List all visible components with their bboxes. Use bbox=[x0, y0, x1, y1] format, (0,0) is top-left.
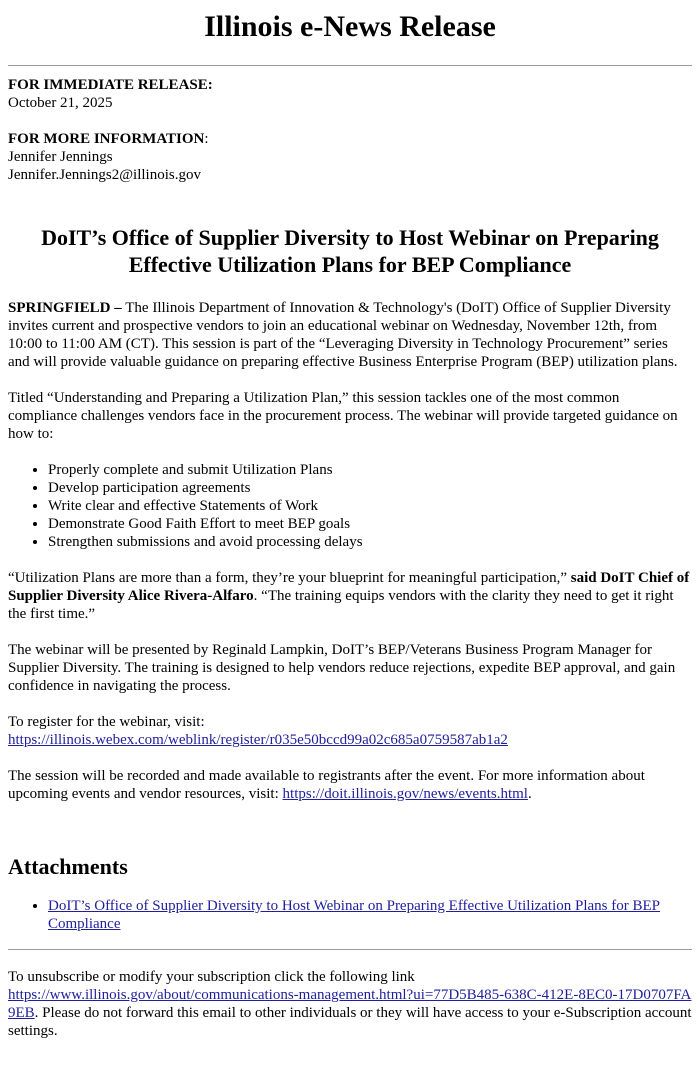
article-headline: DoIT’s Office of Supplier Diversity to Host Webinar on Preparing Effective Utilization Plans for BEP Compliance bbox=[41, 225, 659, 277]
paragraph-intro bbox=[8, 299, 692, 371]
page-title: Illinois e-News Release bbox=[204, 10, 496, 43]
guidance-list bbox=[8, 461, 692, 551]
paragraph-title-session: Titled “Understanding and Preparing a Utilization Plan,” this session tackles one of the most common compliance challenges vendors face in the procurement process. The webinar will provide targeted guidance on how to: bbox=[8, 390, 678, 442]
paragraph-quote bbox=[8, 569, 692, 623]
unsubscribe-end: . Please do not forward this email to other individuals or they will have access to your e-Subscription account settings. bbox=[8, 1005, 692, 1039]
contact-block bbox=[8, 130, 692, 184]
attachments-heading: Attachments bbox=[8, 854, 128, 879]
info-colon: : bbox=[204, 131, 209, 147]
list-item: • Develop participation agreements bbox=[48, 479, 692, 497]
release-date: October 21, 2025 bbox=[8, 95, 113, 111]
list-item: • Properly complete and submit Utilization Plans bbox=[48, 461, 692, 479]
attachment-link[interactable]: DoIT’s Office of Supplier Diversity to Host Webinar on Preparing Effective Utilization Plans for BEP Compliance bbox=[48, 898, 661, 932]
release-meta bbox=[8, 76, 692, 184]
dateline: SPRINGFIELD – bbox=[8, 300, 122, 316]
bottom-divider bbox=[8, 949, 692, 950]
quote-start: “Utilization Plans are more than a form, they’re your blueprint for meaningful participation,” bbox=[8, 570, 571, 586]
release-label: FOR IMMEDIATE RELEASE: bbox=[8, 77, 213, 93]
contact-name: Jennifer Jennings bbox=[8, 149, 113, 165]
list-item: • Strengthen submissions and avoid processing delays bbox=[48, 533, 692, 551]
list-item bbox=[48, 897, 692, 933]
recording-end: . bbox=[527, 786, 532, 802]
quote-attribution: said DoIT Chief of Supplier Diversity Alice Rivera-Alfaro bbox=[8, 570, 690, 604]
release-block bbox=[8, 76, 692, 112]
contact-email: Jennifer.Jennings2@illinois.gov bbox=[8, 167, 201, 183]
paragraph-recording bbox=[8, 767, 692, 803]
intro-text: The Illinois Department of Innovation & Technology's (DoIT) Office of Supplier Diversity invites current and prospective vendors to join an educational webinar on Wednesday, November 12th, from 10:00 to 11:00 AM (CT). This session is part of the “Leveraging Diversity in Technology Procurement” series and will provide valuable guidance on preparing effective Business Enterprise Program (BEP) utilization plans. bbox=[8, 300, 678, 370]
register-link[interactable]: https://illinois.webex.com/weblink/register/r035e50bccd99a02c685a0759587ab1a2 bbox=[8, 732, 508, 748]
attachments-list bbox=[8, 897, 692, 933]
paragraph-register bbox=[8, 713, 692, 749]
register-text: To register for the webinar, visit: bbox=[8, 714, 205, 730]
unsubscribe-link[interactable]: https://www.illinois.gov/about/communications-management.html?ui=77D5B485-638C-412E-8EC0-17D0707FA9EB bbox=[8, 987, 692, 1021]
events-link[interactable]: https://doit.illinois.gov/news/events.html bbox=[282, 786, 528, 802]
top-divider bbox=[8, 65, 692, 66]
quote-end: . “The training equips vendors with the clarity they need to get it right the first time.” bbox=[8, 588, 674, 622]
list-item: • Write clear and effective Statements of Work bbox=[48, 497, 692, 515]
recording-text: The session will be recorded and made available to registrants after the event. For more information about upcoming events and vendor resources, visit: bbox=[8, 768, 645, 802]
list-item: • Demonstrate Good Faith Effort to meet BEP goals bbox=[48, 515, 692, 533]
unsubscribe-text: To unsubscribe or modify your subscription click the following link bbox=[8, 969, 415, 985]
unsubscribe-notice bbox=[8, 968, 692, 1040]
info-label: FOR MORE INFORMATION bbox=[8, 131, 205, 147]
paragraph-presenter: The webinar will be presented by Reginald Lampkin, DoIT’s BEP/Veterans Business Program Manager for Supplier Diversity. The training is designed to help vendors reduce rejections, expedite BEP approval, and gain confidence in navigating the process. bbox=[8, 642, 676, 694]
